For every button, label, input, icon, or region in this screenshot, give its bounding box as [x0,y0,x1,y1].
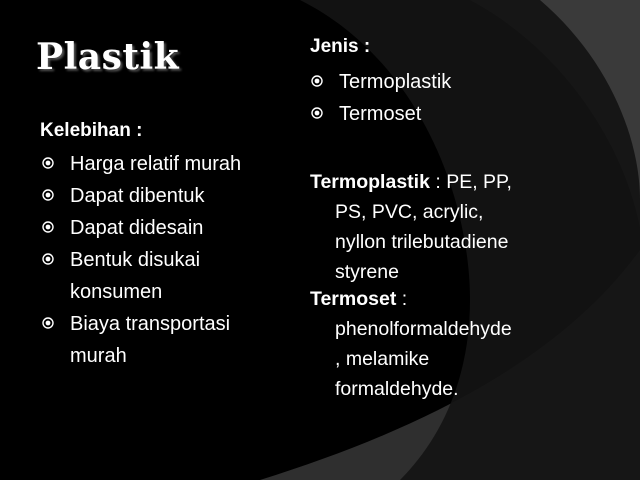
termoplastik-line: styrene [335,261,399,283]
circle-dot-icon [311,75,323,87]
circle-dot-icon [42,157,54,169]
item-text: Harga relatif murah [70,153,242,175]
circle-dot-icon [311,107,323,119]
jenis-heading: Jenis : [310,36,371,57]
kelebihan-heading: Kelebihan : [40,120,143,141]
termoplastik-line: PS, PVC, acrylic, [335,201,484,223]
termoplastik-line: nyllon trilebutadiene [335,231,509,253]
circle-dot-icon [42,189,54,201]
slide-title: Plastik [36,36,180,78]
kelebihan-list [42,148,241,372]
item-text-continued: murah [70,345,127,367]
list-item [311,98,451,130]
list-item [311,66,451,98]
termoset-line: : [396,288,408,310]
termoset-description [310,284,610,404]
item-text: Dapat dibentuk [70,185,205,207]
jenis-list [311,66,451,130]
list-item [42,244,241,308]
list-item [42,308,241,372]
termoset-line: , melamike [335,348,430,370]
item-text-continued: konsumen [70,281,163,303]
termoset-line: phenolformaldehyde [335,318,512,340]
circle-dot-icon [42,221,54,233]
list-item [42,180,241,212]
circle-dot-icon [42,253,54,265]
termoplastik-label: Termoplastik [310,171,430,193]
list-item [42,212,241,244]
item-text: Termoset [339,103,422,125]
item-text: Dapat didesain [70,217,204,239]
item-text: Termoplastik [339,71,452,93]
item-text: Bentuk disukai [70,249,201,271]
termoplastik-line: : PE, PP, [429,171,512,193]
item-text: Biaya transportasi [70,313,231,335]
termoset-line: formaldehyde. [335,378,459,400]
list-item [42,148,241,180]
termoset-label: Termoset [310,288,397,310]
termoplastik-description [310,167,610,287]
circle-dot-icon [42,317,54,329]
